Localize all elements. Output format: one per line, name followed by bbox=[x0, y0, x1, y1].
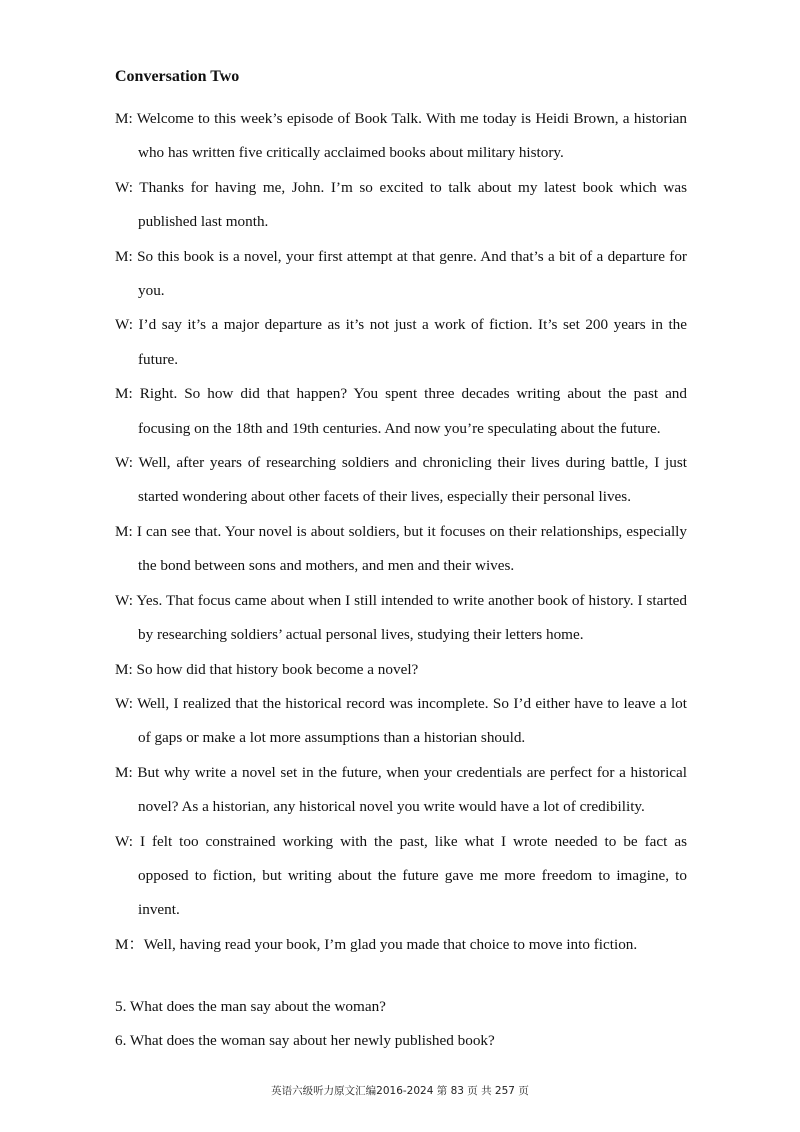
dialogue-turn: W: I felt too constrained working with the past, like what I wrote needed to be fact as opposed to fiction, but writing about the future gave me more freedom to imagine, to invent. bbox=[115, 832, 687, 919]
dialogue-turn: M: I can see that. Your novel is about soldiers, but it focuses on their relationships, especially the bond between sons and mothers, and men and their wives. bbox=[115, 522, 687, 575]
dialogue-turn: M: So this book is a novel, your first attempt at that genre. And that’s a bit of a departure for you. bbox=[115, 247, 687, 300]
question-item: 6. What does the woman say about her newly published book? bbox=[115, 1032, 495, 1050]
dialogue-turn: M：Well, having read your book, I’m glad you made that choice to move into fiction. bbox=[115, 935, 638, 953]
dialogue-turn: M: So how did that history book become a novel? bbox=[115, 660, 419, 678]
dialogue-turn: W: Well, after years of researching soldiers and chronicling their lives during battle, I just started wondering about other facets of their lives, especially their personal lives. bbox=[115, 454, 687, 506]
page-footer: 英语六级听力原文汇编2016-2024 第 83 页 共 257 页 bbox=[271, 1085, 529, 1097]
dialogue-turn: W: Thanks for having me, John. I’m so excited to talk about my latest book which was published last month. bbox=[115, 178, 687, 231]
dialogue-turn: W: Yes. That focus came about when I still intended to write another book of history. I started by researching soldiers’ actual personal lives, studying their letters home. bbox=[115, 591, 687, 644]
dialogue-turn: M: Welcome to this week’s episode of Book Talk. With me today is Heidi Brown, a historian who has written five critically acclaimed books about military history. bbox=[115, 110, 687, 162]
dialogue-turn: M: Right. So how did that happen? You spent three decades writing about the past and focusing on the 18th and 19th centuries. And now you’re speculating about the future. bbox=[115, 385, 687, 437]
dialogue-turn: W: Well, I realized that the historical record was incomplete. So I’d either have to leave a lot of gaps or make a lot more assumptions than a historian should. bbox=[115, 694, 687, 747]
section-title: Conversation Two bbox=[115, 68, 240, 85]
dialogue-turn: M: But why write a novel set in the future, when your credentials are perfect for a historical novel? As a historian, any historical novel you write would have a lot of credibility. bbox=[115, 763, 687, 816]
dialogue-turn: W: I’d say it’s a major departure as it’s not just a work of fiction. It’s set 200 years in the future. bbox=[115, 316, 687, 368]
conversation-transcript bbox=[115, 102, 687, 962]
question-list bbox=[115, 990, 687, 1059]
question-item: 5. What does the man say about the woman? bbox=[115, 998, 386, 1015]
